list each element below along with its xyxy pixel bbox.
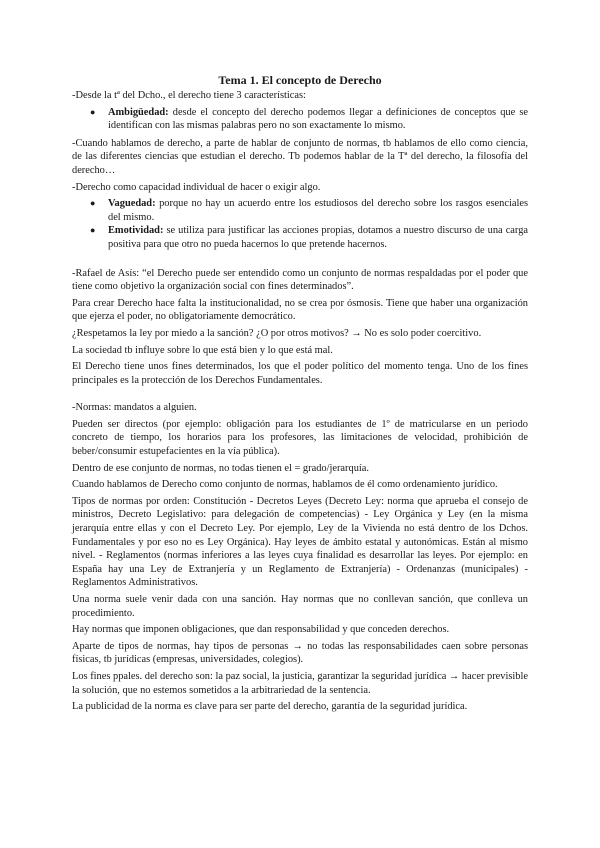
list-item-term: Ambigüedad: xyxy=(108,106,169,118)
paragraph: Para crear Derecho hace falta la institucionalidad, no se crea por ósmosis. Tiene que haber una organización que ejerza el poder, no obligatoriamente democrático. xyxy=(72,297,528,323)
paragraph: Pueden ser directos (por ejemplo: obligación para los estudiantes de 1º de matricularse en un periodo concreto de tiempo, los horarios para los profesores, las limitaciones de velocidad, prohibición de beber/consumir estupefacientes en la vía pública). xyxy=(72,418,528,458)
list-item-text: desde el concepto del derecho podemos llegar a definiciones de conceptos que se identifican con las mismas palabras pero no son exactamente lo mismo. xyxy=(108,106,528,132)
bullet-icon: ● xyxy=(90,106,96,117)
paragraph: -Rafael de Asís: “el Derecho puede ser entendido como un conjunto de normas respaldadas por el poder que tiene como objetivo la organización social con fines determinados”. xyxy=(72,267,528,293)
paragraph: Tipos de normas por orden: Constitución - Decretos Leyes (Decreto Ley: norma que aprueba el consejo de ministros, Decreto Legislativo: para delegación de competencias) - Ley Orgánica y Ley (en la misma jerarquía entre ellas y con el Decreto Ley. Por ejemplo, Ley de la Vivienda no está dentro de los Dchos. Fundamentales y por eso no es Ley Orgánica). Hay leyes de ámbito estatal y autonómicas. Están al mismo nivel. - Reglamentos (normas inferiores a las leyes cuya finalidad es desarrollar las leyes. Por ejemplo: en España hay una Ley de Extranjería y un Reglamento de Extranjería) - Ordenanzas (municipales) - Reglamentos Administrativos. xyxy=(72,495,528,589)
paragraph: Cuando hablamos de Derecho como conjunto de normas, hablamos de él como ordenamiento jurídico. xyxy=(72,479,498,491)
paragraph: -Desde la tª del Dcho., el derecho tiene 3 características: xyxy=(72,90,306,101)
list-item-text: se utiliza para justificar las acciones propias, dotamos a nuestro discurso de una carga positiva para que otro no pueda hacernos lo que pretende hacernos. xyxy=(108,225,528,250)
spacer xyxy=(72,390,528,401)
paragraph: -Normas: mandatos a alguien. xyxy=(72,402,197,414)
list-item xyxy=(90,106,528,133)
paragraph: Dentro de ese conjunto de normas, no todas tienen el = grado/jerarquía. xyxy=(72,462,369,474)
paragraph: El Derecho tiene unos fines determinados, los que el poder político del momento tenga. Uno de los fines principales es la protección de los Derechos Fundamentales. xyxy=(72,361,528,386)
list-item-term: Emotividad: xyxy=(108,225,164,237)
paragraph: ¿Respetamos la ley por miedo a la sanción? ¿O por otros motivos? → No es solo poder coercitivo. xyxy=(72,327,482,339)
paragraph: Una norma suele venir dada con una sanción. Hay normas que no conllevan sanción, que conlleva un procedimiento. xyxy=(72,594,528,619)
list-item xyxy=(90,224,528,251)
bullet-list-2 xyxy=(72,197,528,251)
paragraph: La publicidad de la norma es clave para ser parte del derecho, garantía de la seguridad jurídica. xyxy=(72,701,468,713)
bullet-icon: ● xyxy=(90,198,96,209)
paragraph: -Cuando hablamos de derecho, a parte de hablar de conjunto de normas, tb hablamos de ello como ciencia, de las diferentes ciencias que estudian el derecho. Tb podemos hablar de la Tª del derecho, la filosofía del derecho… xyxy=(72,137,528,176)
bullet-icon: ● xyxy=(90,225,96,236)
paragraph: La sociedad tb influye sobre lo que está bien y lo que está mal. xyxy=(72,344,333,356)
list-item xyxy=(90,197,528,224)
list-item-text: porque no hay un acuerdo entre los estudiosos del derecho sobre los rasgos esenciales del mismo. xyxy=(108,198,528,223)
list-item-term: Vaguedad: xyxy=(108,198,156,210)
document-title: Tema 1. El concepto de Derecho xyxy=(218,73,382,87)
paragraph: Los fines ppales. del derecho son: la paz social, la justicia, garantizar la seguridad jurídica → hacer previsible la solución, que no estemos sometidos a la arbitrariedad de la sentencia. xyxy=(72,670,528,696)
paragraph: Aparte de tipos de normas, hay tipos de personas → no todas las responsabilidades caen sobre personas físicas, tb jurídicas (empresas, universidades, colegios). xyxy=(72,640,528,666)
paragraph: -Derecho como capacidad individual de hacer o exigir algo. xyxy=(72,181,321,193)
bullet-list-1 xyxy=(72,106,528,133)
document-body xyxy=(72,72,528,717)
spacer xyxy=(72,256,528,267)
paragraph: Hay normas que imponen obligaciones, que dan responsabilidad y que conceden derechos. xyxy=(72,624,450,636)
